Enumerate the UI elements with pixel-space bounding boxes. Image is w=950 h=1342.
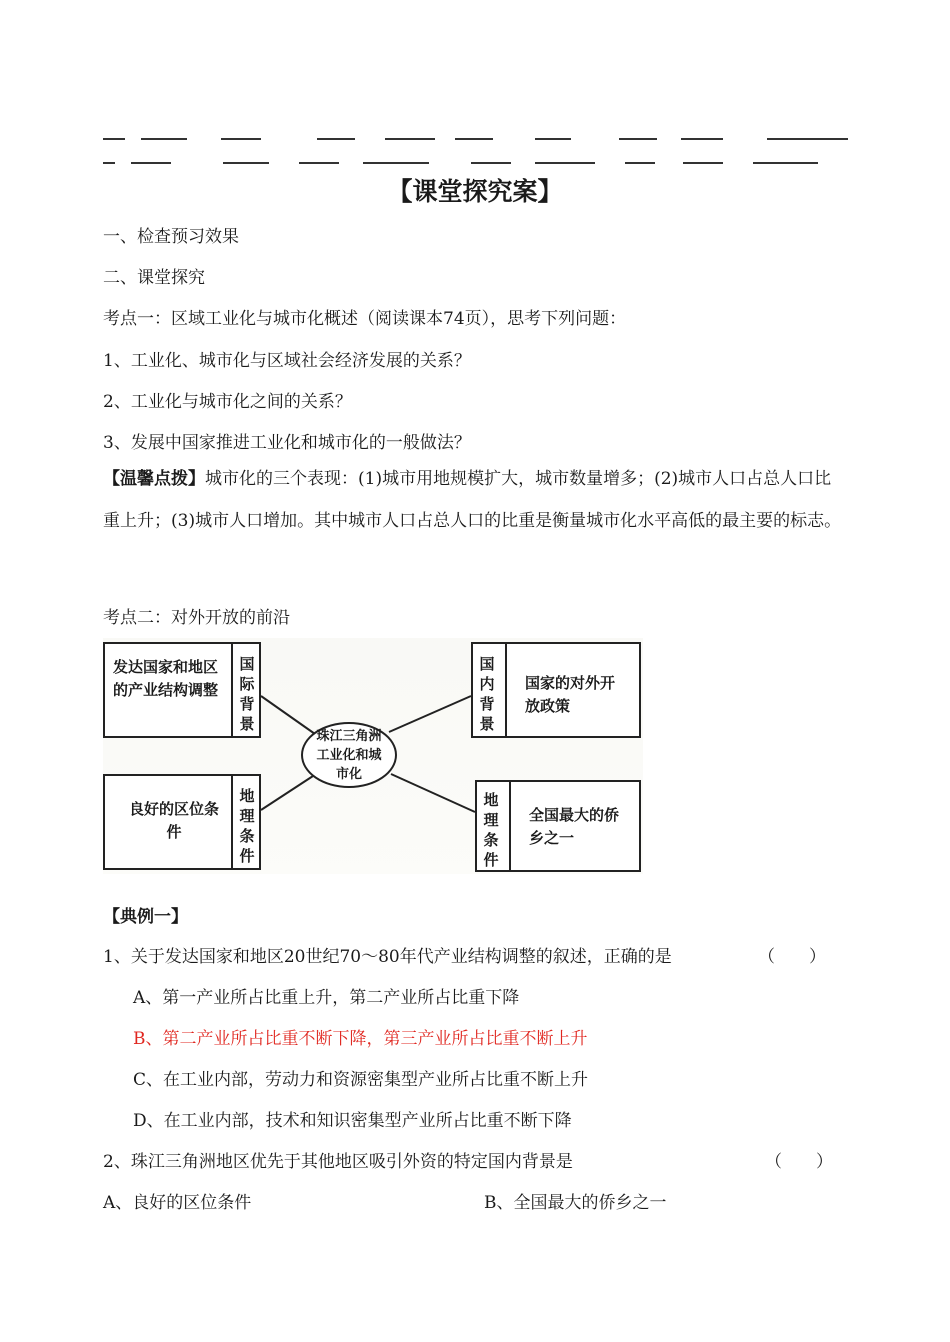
answer-blank-line-2 [103, 160, 848, 166]
box-tag: 地理条件 [239, 787, 255, 865]
page-title: 【课堂探究案】 [387, 177, 563, 206]
box-tag: 地理条件 [483, 791, 499, 869]
pearl-river-delta-diagram [103, 638, 643, 874]
section-class-inquiry: 二、课堂探究 [103, 268, 205, 288]
box-content: 全国最大的侨乡之一 [529, 806, 620, 847]
box-content: 发达国家和地区的产业结构调整 [113, 658, 219, 699]
option-1b-answer: B、第二产业所占比重不断下降，第三产业所占比重不断上升 [133, 1029, 588, 1049]
connector-bottom-right [391, 774, 475, 812]
tip-text: 城市化的三个表现：(1)城市用地规模扩大，城市数量增多；(2)城市人口占总人口比重上升；(3)城市人口增加。其中城市人口占总人口的比重是衡量城市化水平高低的最主要的标志。 [103, 469, 842, 531]
option-1d: D、在工业内部，技术和知识密集型产业所占比重不断下降 [133, 1111, 572, 1131]
option-2a: A、良好的区位条件 [103, 1193, 252, 1213]
box-tag: 国际背景 [239, 655, 255, 733]
tip-label: 【温馨点拨】 [103, 469, 205, 489]
answer-blank-line-1 [103, 136, 848, 142]
box-location-conditions [103, 774, 261, 870]
connector-bottom-left [261, 776, 313, 810]
question-3: 3、发展中国家推进工业化和城市化的一般做法？ [103, 433, 471, 453]
question-2: 2、工业化与城市化之间的关系？ [103, 392, 352, 412]
option-1a: A、第一产业所占比重上升，第二产业所占比重下降 [133, 988, 520, 1008]
connector-top-right [389, 696, 471, 732]
kaodian-1-heading: 考点一：区域工业化与城市化概述（阅读课本74页），思考下列问题： [103, 309, 627, 329]
box-international-background [103, 642, 261, 738]
center-label: 珠江三角洲工业化和城市化 [316, 728, 382, 782]
question-1: 1、工业化、城市化与区域社会经济发展的关系？ [103, 351, 471, 371]
box-domestic-background [471, 642, 641, 738]
box-tag: 国内背景 [479, 655, 495, 733]
connector-top-left [261, 696, 315, 734]
box-content: 良好的区位条件 [129, 800, 220, 841]
tip-paragraph [103, 458, 848, 542]
answer-blank-1: （ ） [758, 947, 826, 967]
example-label: 【典例一】 [103, 907, 188, 927]
diagram-center-node [301, 722, 397, 788]
box-overseas-chinese-hometown [475, 780, 641, 872]
box-content: 国家的对外开放政策 [525, 674, 616, 715]
example-question-2: 2、珠江三角洲地区优先于其他地区吸引外资的特定国内背景是 [103, 1152, 573, 1172]
example-question-1: 1、关于发达国家和地区20世纪70～80年代产业结构调整的叙述，正确的是 [103, 947, 672, 967]
answer-blank-2: （ ） [765, 1152, 833, 1172]
option-2b: B、全国最大的侨乡之一 [484, 1193, 667, 1213]
option-1c: C、在工业内部，劳动力和资源密集型产业所占比重不断上升 [133, 1070, 589, 1090]
kaodian-2-heading: 考点二：对外开放的前沿 [103, 608, 290, 628]
section-check-preview: 一、检查预习效果 [103, 227, 239, 247]
